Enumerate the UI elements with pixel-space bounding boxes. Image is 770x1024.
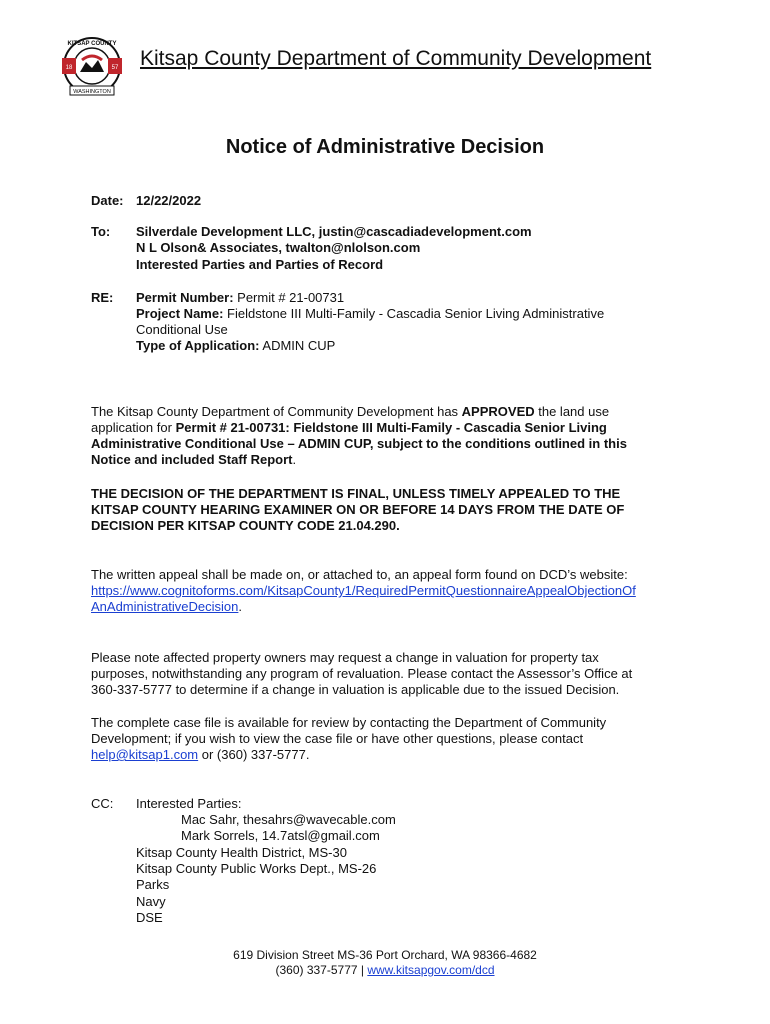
date-value: 12/22/2022 [136,193,202,208]
final-notice-line: THE DECISION OF THE DEPARTMENT IS FINAL, UNLESS TIMELY APPEALED TO THE [91,486,621,501]
permit-number-value: Permit # 21-00731 [233,290,345,305]
final-notice-line: DECISION PER KITSAP COUNTY CODE 21.04.290. [91,518,400,533]
decision-text: Notice and included Staff Report [91,452,293,467]
to-line: N L Olson& Associates, twalton@nlolson.com [136,240,421,255]
logo-year-left: 18 [65,65,73,71]
appeal-link-line [91,599,681,615]
casefile-contact-line [91,747,681,763]
application-type-line [136,338,335,354]
decision-text: . [292,452,297,467]
footer-phone: (360) 337-5777 | [275,963,368,977]
appeal-form-link-continued[interactable]: AnAdministrativeDecision [91,599,239,614]
cc-recipient: Kitsap County Health District, MS-30 [136,845,347,860]
permit-number-line [136,290,344,306]
notice-title: Notice of Administrative Decision [225,136,545,158]
to-line: Interested Parties and Parties of Record [136,257,384,272]
valuation-line: purposes, notwithstanding any program of revaluation. Please contact the Assessor’s Office at [91,666,633,681]
approved-text: APPROVED [461,404,535,419]
decision-text: , subject to the conditions outlined in this [369,436,627,451]
project-name-continued: Conditional Use [136,322,228,337]
decision-text: the land use [534,404,610,419]
kitsap-county-seal-logo [56,36,128,100]
re-label: RE: [91,290,114,305]
cc-label: CC: [91,796,114,811]
footer-website-link[interactable]: www.kitsapgov.com/dcd [367,963,495,977]
casefile-phone: or (360) 337-5777. [198,747,310,762]
logo-year-right: 57 [111,65,119,71]
help-email-link[interactable]: help@kitsap1.com [91,747,199,762]
logo-top-text: KITSAP COUNTY [67,41,117,47]
permit-number-label: Permit Number: [136,290,234,305]
decision-line [91,452,681,468]
appeal-line: The written appeal shall be made on, or attached to, an appeal form found on DCD’s website: [91,567,628,582]
appeal-link-line [91,583,681,599]
cc-recipient: Kitsap County Public Works Dept., MS-26 [136,861,377,876]
permit-reference: Administrative Conditional Use – ADMIN CUP [91,436,370,451]
project-name-value: Fieldstone III Multi-Family - Cascadia Senior Living Administrative [223,306,605,321]
appeal-form-link[interactable]: https://www.cognitoforms.com/KitsapCounty1/RequiredPermitQuestionnaireAppealObjectionOf [91,583,636,598]
decision-text: application for [91,420,176,435]
footer-contact-line [0,963,770,978]
to-line: Silverdale Development LLC, justin@cascadiadevelopment.com [136,224,532,239]
cc-recipient: Navy [136,894,166,909]
decision-line [91,420,681,436]
appeal-period: . [238,599,243,614]
to-label: To: [91,224,111,239]
application-type-value: ADMIN CUP [259,338,336,353]
logo-bottom-text: WASHINGTON [73,89,111,95]
decision-line [91,404,681,420]
department-header-title: Kitsap County Department of Community Development [140,47,652,70]
decision-line [91,436,681,452]
final-notice-line: KITSAP COUNTY HEARING EXAMINER ON OR BEFORE 14 DAYS FROM THE DATE OF [91,502,625,517]
decision-text: The Kitsap County Department of Community Development has [91,404,462,419]
cc-heading: Interested Parties: [136,796,242,811]
cc-recipient: DSE [136,910,163,925]
valuation-line: 360-337-5777 to determine if a change in valuation is applicable due to the issued Decision. [91,682,620,697]
date-label: Date: [91,193,124,208]
project-name-line [136,306,604,322]
project-name-label: Project Name: [136,306,224,321]
valuation-line: Please note affected property owners may request a change in valuation for property tax [91,650,599,665]
application-type-label: Type of Application: [136,338,260,353]
casefile-line: The complete case file is available for review by contacting the Department of Community [91,715,607,730]
casefile-line: Development; if you wish to view the case file or have other questions, please contact [91,731,584,746]
cc-person: Mark Sorrels, 14.7atsl@gmail.com [181,828,380,843]
permit-reference: Permit # 21-00731: Fieldstone III Multi-Family - Cascadia Senior Living [175,420,607,435]
cc-person: Mac Sahr, thesahrs@wavecable.com [181,812,396,827]
footer-address: 619 Division Street MS-36 Port Orchard, WA 98366-4682 [233,948,537,962]
cc-recipient: Parks [136,877,170,892]
